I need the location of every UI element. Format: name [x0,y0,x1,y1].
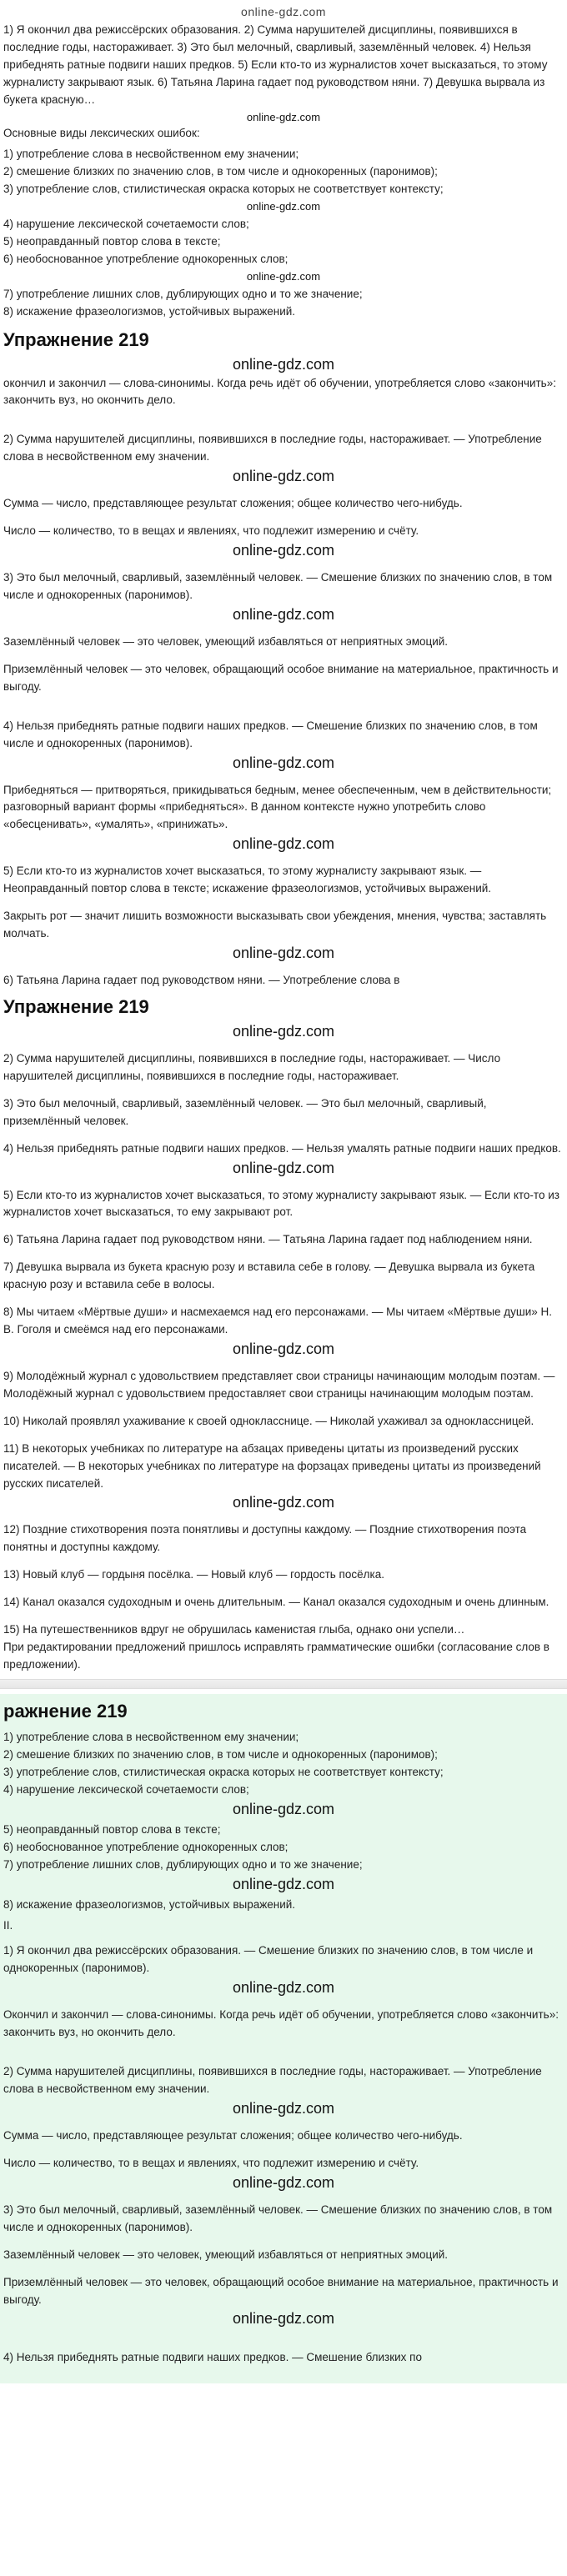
watermark: online-gdz.com [232,835,335,853]
paragraph: Сумма — число, представляющее результат сложения; общее количество чего-нибудь. [3,2128,463,2142]
list-item: 7) употребление лишних слов, дублирующих одно и то же значение; [3,1857,363,1871]
watermark: online-gdz.com [232,468,335,485]
list-item: 3) употребление слов, стилистическая окраска которых не соответствует контексту; [3,182,444,195]
list-item: 8) искажение фразеологизмов, устойчивых выражений. [3,304,296,318]
site-mark: online-gdz.com [241,5,326,18]
paragraph: 2) Сумма нарушителей дисциплины, появившихся в последние годы, настораживает. — Употребление слова в несвойственном ему значении. [3,2065,542,2096]
paragraph: Число — количество, то в вещах и явлениях, что подлежит измерению и счёту. [3,524,419,538]
list-item: 5) неоправданный повтор слова в тексте; [3,1822,221,1836]
lexical-errors-list [0,148,567,318]
list-item: 8) искажение фразеологизмов, устойчивых выражений. [3,1897,296,1911]
paragraph: 6) Татьяна Ларина гадает под руководством няни. — Употребление слова в [3,973,400,986]
correction-item: 6) Татьяна Ларина гадает под руководством няни. — Татьяна Ларина гадает под наблюдением няни. [3,1233,533,1246]
section-intro [0,22,567,318]
list-item: 4) нарушение лексической сочетаемости слов; [3,217,249,230]
section-corrections [0,1050,567,1674]
watermark: online-gdz.com [232,1022,335,1040]
watermark: online-gdz.com [232,944,335,961]
list-item: 5) неоправданный повтор слова в тексте; [3,234,221,248]
watermark: online-gdz.com [232,355,335,373]
list-item: 4) нарушение лексической сочетаемости слов; [3,1782,249,1796]
correction-item: 3) Это был мелочный, сварливый, заземлённый человек. — Это был мелочный, сварливый, приземлённый человек. [3,1096,487,1127]
correction-item: 8) Мы читаем «Мёртвые души» и насмехаемся над его персонажами. — Мы читаем «Мёртвые души» Н. В. Гоголя и смеёмся над его персонажами. [3,1306,553,1336]
paragraph: 4) Нельзя прибеднять ратные подвиги наших предков. — Смешение близких по [3,2351,422,2364]
correction-item: 7) Девушка вырвала из букета красную розу и вставила себе в голову. — Девушка вырвала из букета красную розу и вставила себе в волосы. [3,1260,535,1291]
exercise-title: ражнение 219 [3,1700,128,1722]
paragraph: Прибедняться — притворяться, прикидываться бедным, менее обеспеченным, чем в действительности; разговорный вариант формы «прибедняться». В данном контексте нужно употребить слово «обесценивать», «умалять», «принижать». [3,783,552,831]
list-item: 2) смешение близких по значению слов, в том числе и однокоренных (паронимов); [3,1747,438,1761]
lexical-errors-title: Основные виды лексических ошибок: [3,126,200,139]
watermark: online-gdz.com [232,1875,335,1892]
exercise-title: Упражнение 219 [3,995,149,1017]
list-item: 1) употребление слова в несвойственном ему значении; [3,1730,299,1743]
watermark: online-gdz.com [232,2173,335,2191]
lexical-errors-list [0,1731,567,1911]
watermark: online-gdz.com [232,1800,335,1817]
correction-item: 13) Новый клуб — гордыня посёлка. — Новый клуб — гордость посёлка. [3,1568,384,1581]
list-item: 1) употребление слова в несвойственном ему значении; [3,147,299,160]
watermark: online-gdz.com [246,269,321,283]
list-item: 6) необоснованное употребление однокоренных слов; [3,252,289,265]
list-item: 6) необоснованное употребление однокоренных слов; [3,1840,289,1853]
paragraph: 1) Я окончил два режиссёрских образования. — Смешение близких по значению слов, в том числе и однокоренных (паронимов). [3,1944,534,1975]
watermark: online-gdz.com [232,1159,335,1176]
paragraph: Сумма — число, представляющее результат сложения; общее количество чего-нибудь. [3,497,463,510]
paragraph: Приземлённый человек — это человек, обращающий особое внимание на материальное, практичность и выгоду. [3,2275,559,2306]
paragraph: Заземлённый человек — это человек, умеющий избавляться от неприятных эмоций. [3,2248,449,2261]
watermark: online-gdz.com [232,754,335,771]
watermark: online-gdz.com [246,199,321,213]
correction-item: 2) Сумма нарушителей дисциплины, появившихся в последние годы, настораживает. — Число нарушителей дисциплины, появившихся в последние годы, настораживает. [3,1051,501,1082]
correction-item: 11) В некоторых учебниках по литературе на абзацах приведены цитаты из произведений русских писателей. — В некоторых учебниках по литературе на форзацах приведены цитаты из произведений русских писателей. [3,1441,541,1490]
paragraph: Окончил и закончил — слова-синонимы. Когда речь идёт об обучении, употребляется слово «закончить»: закончить вуз, но окончить дело. [3,2008,559,2039]
exercise-title: Упражнение 219 [3,328,149,350]
paragraph: 4) Нельзя прибеднять ратные подвиги наших предков. — Смешение близких по значению слов, в том числе и однокоренных (паронимов). [3,719,538,749]
paragraph: 3) Это был мелочный, сварливый, заземлённый человек. — Смешение близких по значению слов, в том числе и однокоренных (паронимов). [3,571,553,601]
correction-item: 5) Если кто-то из журналистов хочет высказаться, то этому журналисту закрывают язык. — Если кто-то из журналистов хочет высказаться, то ему закрывают рот. [3,1188,559,1219]
watermark: online-gdz.com [232,605,335,623]
section-divider [0,1679,567,1689]
paragraph: Число — количество, то в вещах и явлениях, что подлежит измерению и счёту. [3,2156,419,2169]
list-item: 3) употребление слов, стилистическая окраска которых не соответствует контексту; [3,1765,444,1778]
watermark: online-gdz.com [232,2099,335,2117]
paragraph: Заземлённый человек — это человек, умеющий избавляться от неприятных эмоций. [3,634,449,648]
paragraph: Закрыть рот — значит лишить возможности высказывать свои убеждения, мнения, чувства; заставлять молчать. [3,910,547,940]
watermark: online-gdz.com [232,1979,335,1997]
watermark: online-gdz.com [232,1340,335,1357]
list-item: 2) смешение близких по значению слов, в том числе и однокоренных (паронимов); [3,164,438,178]
list-item: 7) употребление лишних слов, дублирующих одно и то же значение; [3,287,363,300]
section-answer-highlight [0,1694,567,2383]
watermark: online-gdz.com [232,2310,335,2328]
intro-text: 1) Я окончил два режиссёрских образования. 2) Сумма нарушителей дисциплины, появившихся в последние годы, настораживает. 3) Это был мелочный, сварливый, заземлённый человек. 4) Нельзя прибеднять ратные подвиги наших предков. 5) Если кто-то из журналистов хочет высказаться, то этому журналисту закрывают язык. 6) Татьяна Ларина гадает под руководством няни. 7) Девушка вырвала из букета красную… [3,23,548,106]
paragraph: 3) Это был мелочный, сварливый, заземлённый человек. — Смешение близких по значению слов, в том числе и однокоренных (паронимов). [3,2203,553,2233]
watermark: online-gdz.com [232,1494,335,1511]
correction-item: 10) Николай проявлял ухаживание к своей однокласснице. — Николай ухаживал за одноклассницей. [3,1414,534,1427]
correction-item: 14) Канал оказался судоходным и очень длительным. — Канал оказался судоходным и очень длинным. [3,1596,549,1609]
paragraph: 5) Если кто-то из журналистов хочет высказаться, то этому журналисту закрывают язык. — Неоправданный повтор слова в тексте; искажение фразеологизмов, устойчивых выражений. [3,865,492,895]
paragraph: Приземлённый человек — это человек, обращающий особое внимание на материальное, практичность и выгоду. [3,662,559,693]
roman-numeral: II. [3,1918,13,1932]
correction-item: 15) На путешественников вдруг не обрушилась каменистая глыба, однако они успели… [3,1623,465,1636]
paragraph: 2) Сумма нарушителей дисциплины, появившихся в последние годы, настораживает. — Употребление слова в несвойственном ему значении. [3,433,542,464]
watermark: online-gdz.com [246,110,321,123]
correction-item: 12) Поздние стихотворения поэта понятливы и доступны каждому. — Поздние стихотворения поэта понятны и доступны каждому. [3,1523,527,1554]
paragraph: окончил и закончил — слова-синонимы. Когда речь идёт об обучении, употребляется слово «закончить»: закончить вуз, но окончить дело. [3,376,556,407]
paragraph: При редактировании предложений пришлось исправлять грамматические ошибки (согласование слов в предложении). [3,1641,549,1671]
correction-item: 9) Молодёжный журнал с удовольствием представляет свои страницы начинающим молодым поэтам. — Молодёжный журнал с удовольствием предоставляет свои страницы начинающим молодым поэтам. [3,1369,555,1400]
correction-item: 4) Нельзя прибеднять ратные подвиги наших предков. — Нельзя умалять ратные подвиги наших предков. [3,1141,561,1155]
section-analysis [0,375,567,990]
watermark: online-gdz.com [232,542,335,559]
